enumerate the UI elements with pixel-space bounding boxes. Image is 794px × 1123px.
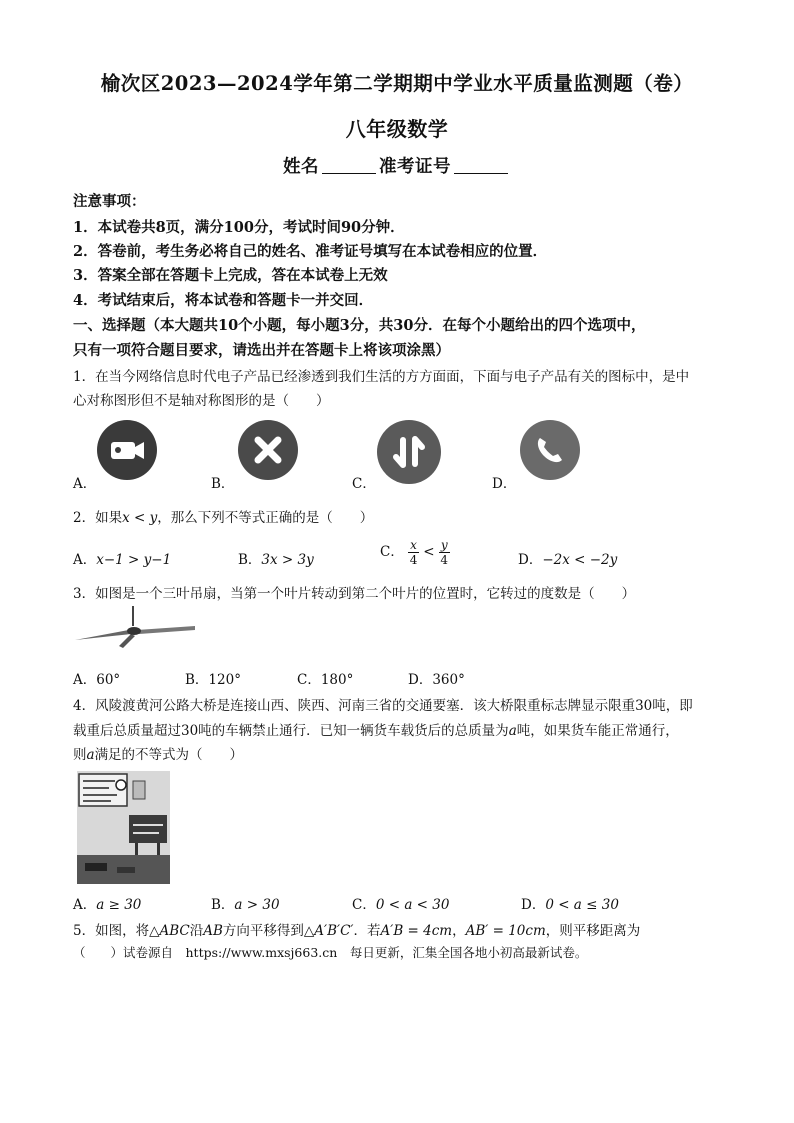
exam-no-blank[interactable] [454,155,508,174]
q2-option-b-math: 3x > 3y [261,552,314,568]
q2-option-c[interactable] [380,538,450,567]
q3-option-a[interactable]: A．60° [73,672,121,688]
q4-option-c-label: C． [352,897,376,913]
q5-abc: ABC [159,923,190,939]
q5-eq1: A′B = 4cm [380,923,453,939]
q4-option-b-label: B． [211,897,235,913]
student-info-line [0,153,794,178]
q5-text-d: ．若 [353,923,381,939]
q2-option-d-label: D． [518,552,543,568]
q4-option-d[interactable] [521,893,619,913]
q3-option-d[interactable]: D．360° [408,672,465,688]
q4-line3-pre: 则 [73,747,87,763]
q5-text-b: 沿 [189,923,204,939]
video-camera-icon [97,420,157,480]
q1-option-b[interactable]: B． [211,476,235,492]
q4-option-a-label: A． [73,897,97,913]
q5-text-e: ，则平移距离为 [545,923,641,939]
frac-numerator: y [440,538,448,552]
transfer-arrows-icon [377,420,441,484]
q5-text-a: 5．如图，将△ [73,923,160,939]
q2-stem-math: x < y [122,510,158,526]
q4-line2-text: 载重后总质量超过30吨的车辆禁止通行．已知一辆货车载货后的总质量为 [73,723,509,739]
q1-option-c[interactable]: C． [352,476,376,492]
name-label: 姓名 [283,157,319,177]
q4-option-d-math: 0 < a ≤ 30 [545,897,619,913]
q2-option-a[interactable] [73,548,171,568]
q4-option-a[interactable] [73,893,141,913]
question-5-stem-cont: （ ）试卷源自 https://www.mxsj663.cn 每日更新，汇集全国各地小初高最新试卷。 [73,945,588,960]
exam-no-label: 准考证号 [379,157,451,177]
q1-option-a[interactable]: A． [73,476,97,492]
question-1-stem: 1．在当今网络信息时代电子产品已经渗透到我们生活的方方面面，下面与电子产品有关的图标中，是中 [73,369,690,385]
q2-option-d-math: −2x < −2y [542,552,618,568]
q2-stem-prefix: 2．如果 [73,510,123,526]
section-heading: 一、选择题（本大题共10个小题，每小题3分，共30分．在每个小题给出的四个选项中， [73,317,646,334]
q4-option-a-math: a ≥ 30 [96,897,142,913]
q2-option-a-math: x−1 > y−1 [96,552,172,568]
section-heading-cont: 只有一项符合题目要求，请选出并在答题卡上将该项涂黑） [73,342,450,359]
q5-ab: AB [203,923,223,939]
question-5-stem [73,919,640,939]
q2-option-d[interactable] [518,548,617,568]
name-blank[interactable] [322,155,376,174]
frac-denominator: 4 [440,553,449,567]
q4-option-b-math: a > 30 [234,897,280,913]
question-1-stem-cont: 心对称图形但不是轴对称图形的是（ ） [73,393,330,409]
q4-line2-end: 吨，如果货车能正常通行， [516,723,679,739]
q2-option-b[interactable] [238,548,314,568]
q3-option-b[interactable]: B．120° [185,672,241,688]
question-2-stem [73,506,373,526]
notice-item: 3．答案全部在答题卡上完成，答在本试卷上无效 [73,267,388,284]
q2-option-c-label: C． [380,544,404,560]
ceiling-fan-figure [73,606,198,652]
question-4-stem-cont [73,719,679,739]
q4-option-b[interactable] [211,893,280,913]
q4-option-c[interactable] [352,893,449,913]
q4-line2-var: a [508,723,517,739]
q4-option-d-label: D． [521,897,546,913]
q5-abc-prime: A′B′C′ [314,923,354,939]
q3-option-c[interactable]: C．180° [297,672,354,688]
q4-line3-var: a [86,747,95,763]
exam-subject: 八年级数学 [345,117,449,141]
q4-option-c-math: 0 < a < 30 [375,897,450,913]
question-3-stem: 3．如图是一个三叶吊扇，当第一个叶片转动到第二个叶片的位置时，它转过的度数是（ ） [73,586,636,602]
q2-option-a-label: A． [73,552,97,568]
q1-option-d[interactable]: D． [492,476,517,492]
q5-sep: ， [452,923,466,939]
q2-option-c-frac-1 [408,538,419,567]
question-4-stem-cont2 [73,743,243,763]
frac-numerator: x [410,538,417,552]
frac-denominator: 4 [409,553,418,567]
close-x-icon [238,420,298,480]
q2-option-b-label: B． [238,552,262,568]
question-4-stem: 4．风陵渡黄河公路大桥是连接山西、陕西、河南三省的交通要塞．该大桥限重标志牌显示限重30吨，即 [73,698,693,714]
q5-eq2: AB′ = 10cm [465,923,546,939]
phone-icon [520,420,580,480]
q2-stem-suffix: ，那么下列不等式正确的是（ ） [157,510,374,526]
q2-option-c-frac-2 [439,538,450,567]
q4-line3-end: 满足的不等式为（ ） [94,747,244,763]
notice-item: 2．答卷前，考生务必将自己的姓名、准考证号填写在本试卷相应的位置． [73,243,548,260]
notice-item: 4．考试结束后，将本试卷和答题卡一并交回． [73,292,374,309]
bridge-sign-photo [77,771,170,884]
notice-heading: 注意事项： [73,193,146,210]
notice-item: 1．本试卷共8页，满分100分，考试时间90分钟． [73,219,405,236]
exam-title: 榆次区2023—2024学年第二学期期中学业水平质量监测题（卷） [100,72,694,95]
q5-text-c: 方向平移得到△ [222,923,315,939]
q2-option-c-rel: < [423,544,435,560]
